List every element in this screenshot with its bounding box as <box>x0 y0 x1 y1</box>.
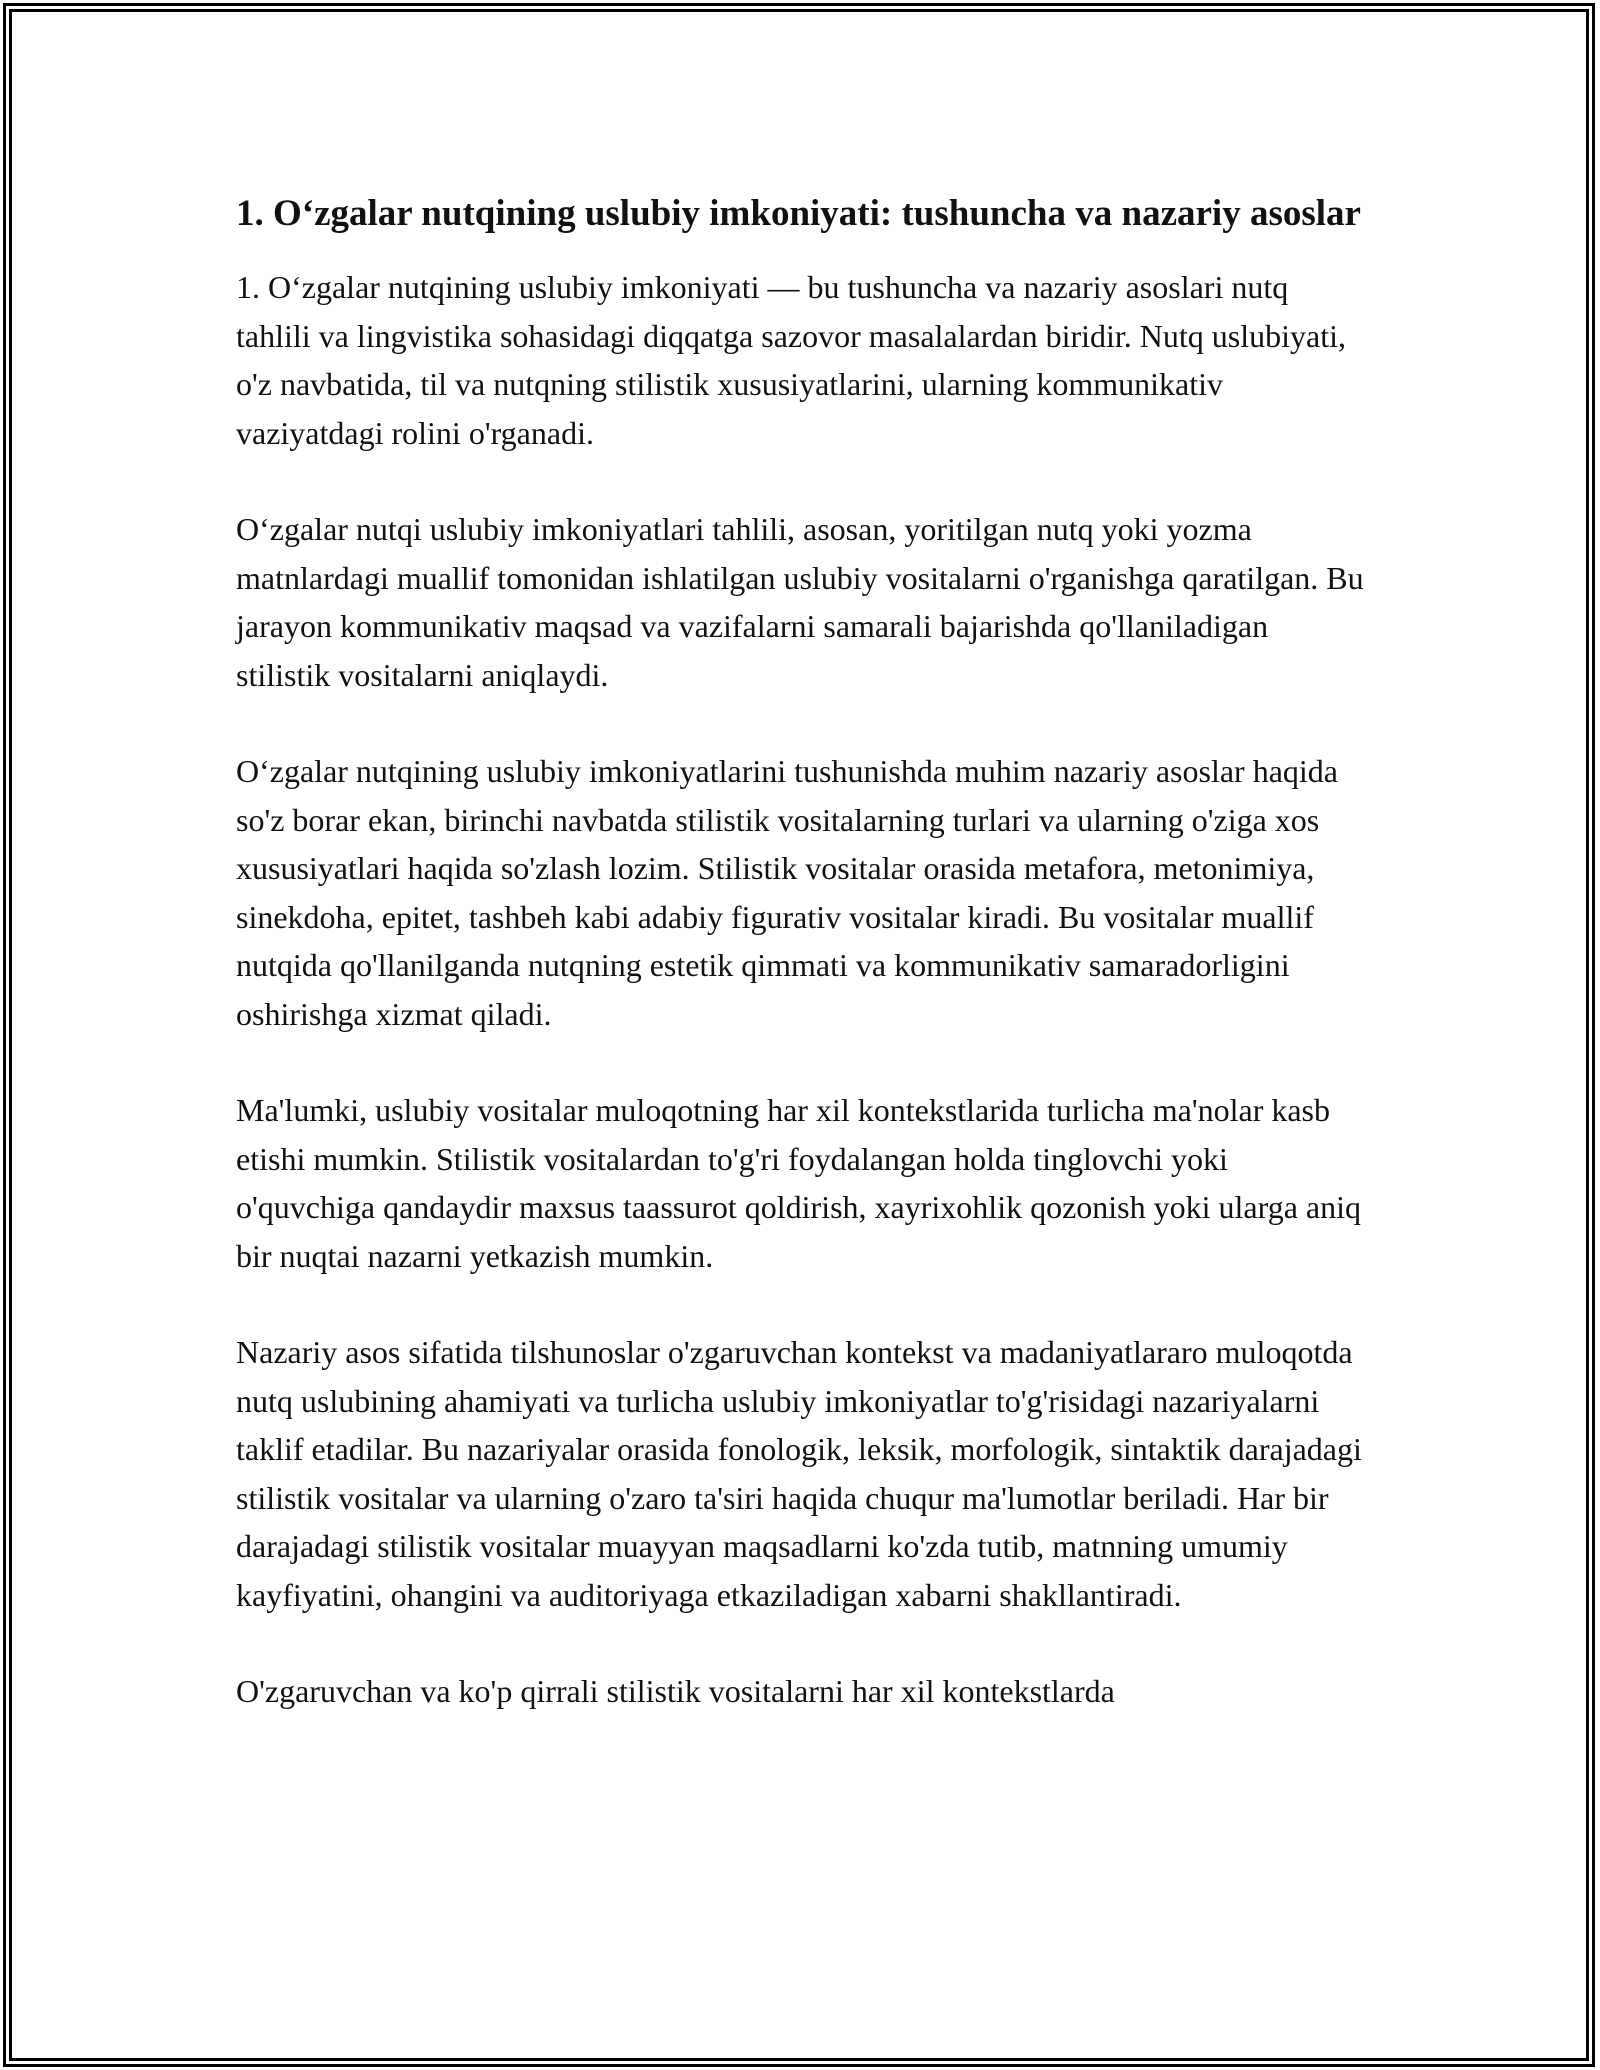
paragraph-4: Ma'lumki, uslubiy vositalar muloqotning har xil kontekstlarida turlicha ma'nolar kasb etishi mumkin. Stilistik vositalardan to'g'ri foydalangan holda tinglovchi yoki o'quvchiga qandaydir maxsus taassurot qoldirish, xayrixohlik qozonish yoki ularga aniq bir nuqtai nazarni yetkazish mumkin. <box>236 1092 1361 1274</box>
section-heading: 1. O‘zgalar nutqining uslubiy imkoniyati: tushuncha va nazariy asoslar <box>236 193 1361 234</box>
paragraph-1: 1. O‘zgalar nutqining uslubiy imkoniyati — bu tushuncha va nazariy asoslari nutq tahlili va lingvistika sohasidagi diqqatga sazovor masalalardan biridir. Nutq uslubiyati, o'z navbatida, til va nutqning stilistik xususiyatlarini, ularning kommunikativ vaziyatdagi rolini o'rganadi. <box>236 269 1346 451</box>
paragraph-6: O'zgaruvchan va ko'p qirrali stilistik vositalarni har xil kontekstlarda <box>236 1673 1115 1709</box>
paragraph-2: O‘zgalar nutqi uslubiy imkoniyatlari tahlili, asosan, yoritilgan nutq yoki yozma matnlardagi muallif tomonidan ishlatilgan uslubiy vositalarni o'rganishga qaratilgan. Bu jarayon kommunikativ maqsad va vazifalarni samarali bajarishda qo'llaniladigan stilistik vositalarni aniqlaydi. <box>236 511 1364 693</box>
paragraph-3: O‘zgalar nutqining uslubiy imkoniyatlarini tushunishda muhim nazariy asoslar haqida so'z borar ekan, birinchi navbatda stilistik vositalarning turlari va ularning o'ziga xos xususiyatlari haqida so'zlash lozim. Stilistik vositalar orasida metafora, metonimiya, sinekdoha, epitet, tashbeh kabi adabiy figurativ vositalar kiradi. Bu vositalar muallif nutqida qo'llanilganda nutqning estetik qimmati va kommunikativ samaradorligini oshirishga xizmat qiladi. <box>236 753 1338 1032</box>
document-body <box>236 186 1366 1716</box>
paragraph-5: Nazariy asos sifatida tilshunoslar o'zgaruvchan kontekst va madaniyatlararo muloqotda nutq uslubining ahamiyati va turlicha uslubiy imkoniyatlar to'g'risidagi nazariyalarni taklif etadilar. Bu nazariyalar orasida fonologik, leksik, morfologik, sintaktik darajadagi stilistik vositalar va ularning o'zaro ta'siri haqida chuqur ma'lumotlar beriladi. Har bir darajadagi stilistik vositalar muayyan maqsadlarni ko'zda tutib, matnning umumiy kayfiyatini, ohangini va auditoriyaga etkaziladigan xabarni shakllantiradi. <box>236 1334 1362 1613</box>
